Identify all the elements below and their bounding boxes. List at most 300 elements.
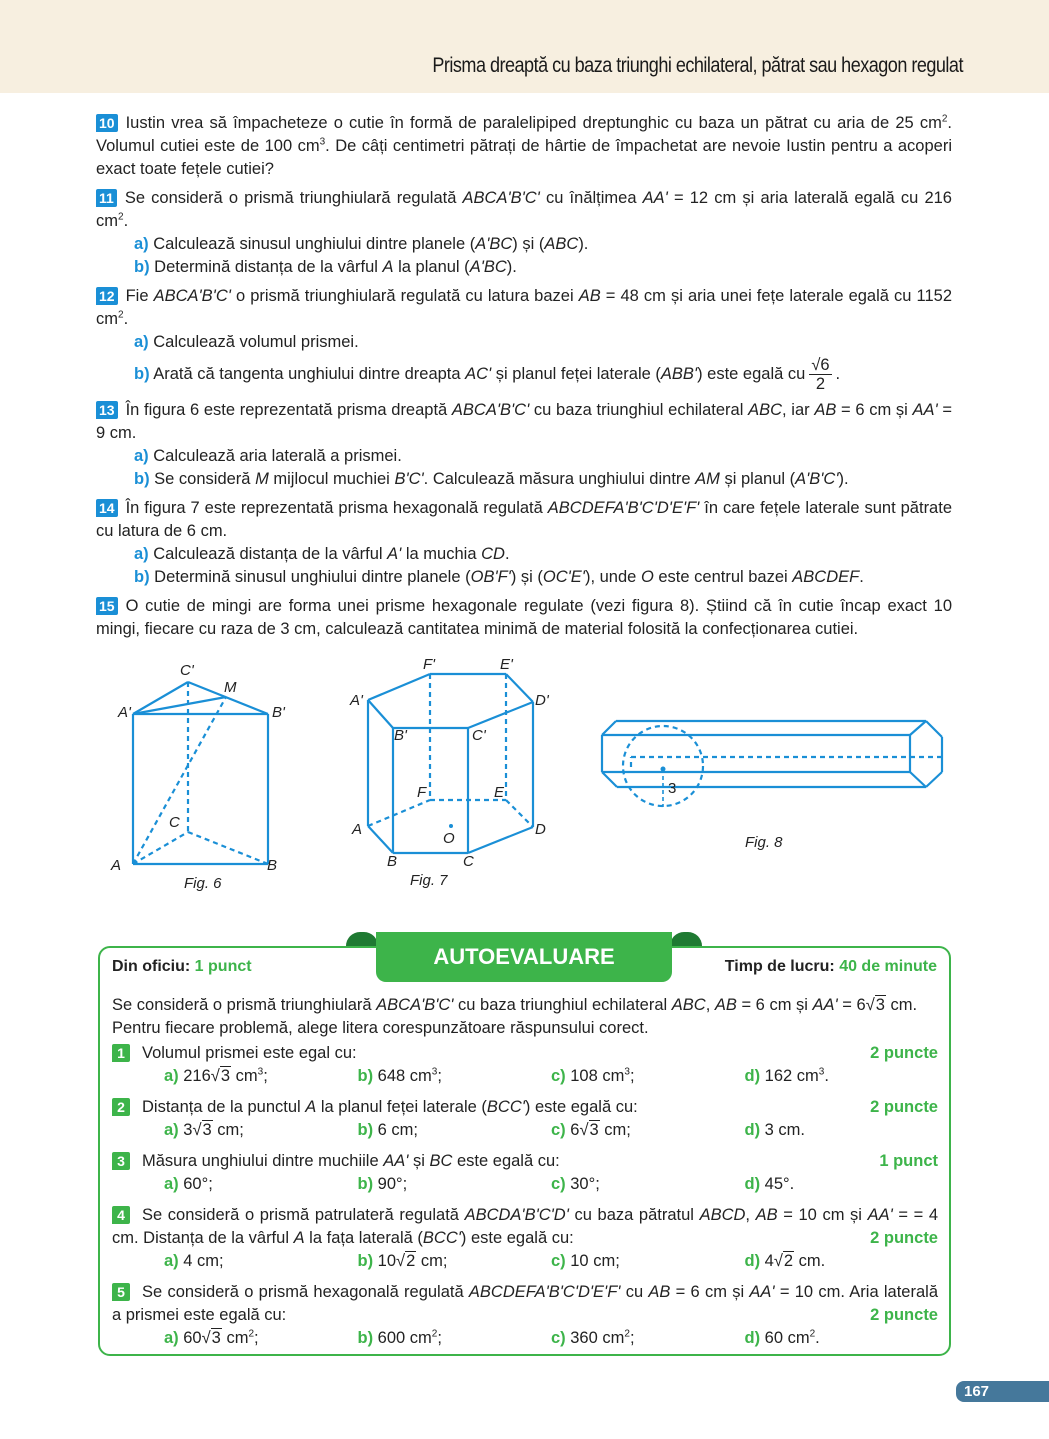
math-term: A	[305, 1098, 317, 1116]
sqrt: √3	[210, 1067, 231, 1085]
exercise-text: Arată că tangenta unghiului dintre dreapta	[149, 364, 466, 383]
exponent: 3	[431, 1066, 438, 1078]
exercise-number: 11	[96, 189, 117, 207]
math-term: BC	[429, 1152, 453, 1170]
question-points: 2 puncte	[870, 1306, 938, 1324]
exercise-text: Determină distanța de la vârful	[149, 258, 383, 276]
exercise-text: În figura 7 este reprezentată prisma hexagonală regulată	[125, 499, 548, 517]
math-term: M	[255, 470, 269, 488]
exercise-text: Calculează sinusul unghiului dintre planele (	[148, 235, 476, 253]
option-text: cm	[231, 1067, 258, 1085]
option-a[interactable]	[164, 1065, 358, 1088]
ribbon-ear-left	[346, 932, 378, 946]
question-points: 2 puncte	[870, 1044, 938, 1062]
point-label: A	[352, 821, 363, 838]
option-letter: c)	[551, 1175, 566, 1193]
figure-8-ball-box	[602, 721, 942, 807]
exercise-text: Calculează aria laterală a prismei.	[148, 447, 402, 465]
exercise-text: în care fețele laterale sunt pătrate cu latura de 6 cm.	[96, 499, 952, 540]
option-letter: b)	[357, 1175, 374, 1193]
subpoint-a	[96, 543, 952, 566]
question-text: Distanța de la punctul	[142, 1098, 306, 1116]
math-term: OC'E'	[542, 568, 585, 586]
math-term: A	[382, 258, 394, 276]
option-letter: a)	[164, 1252, 179, 1270]
exercise-text: În figura 6 este reprezentată prisma dreaptă	[125, 401, 452, 419]
exercise-14	[96, 497, 952, 589]
option-letter: d)	[744, 1329, 761, 1347]
point-label: C	[169, 814, 180, 831]
option-a[interactable]	[164, 1173, 358, 1196]
option-text: cm.	[794, 1252, 826, 1270]
text: ,	[705, 996, 715, 1014]
math-term: ABCDEF	[792, 568, 860, 586]
question-text: Se consideră o prismă patrulateră regulată	[142, 1206, 465, 1224]
math-term: A	[293, 1229, 305, 1247]
exercise-11: 11 Se consideră o prismă triunghiulară regulată ABCA'B'C' cu înălțimea AA' = 12 cm și aria laterală egală cu 216 $cm^2$. a) Calculează sinusul unghiului dintre planele (A'BC) și (ABC). b) Determină distanța de la vârful A la planul (A'BC).	[96, 187, 952, 279]
question-points: 2 puncte	[870, 1229, 938, 1247]
exercise-text: ) este egală cu	[697, 364, 806, 383]
exercise-text: .	[835, 364, 841, 383]
math-term: BCC'	[422, 1229, 461, 1247]
option-b[interactable]	[358, 1250, 552, 1273]
option-text: 4	[760, 1252, 774, 1270]
option-text: .	[824, 1067, 829, 1085]
subpoint-a	[96, 233, 952, 256]
subpoint-label: b)	[134, 568, 150, 586]
option-letter: d)	[744, 1121, 761, 1139]
option-text: 60 cm	[760, 1329, 810, 1347]
option-letter: b)	[357, 1329, 374, 1347]
exercise-number: 10	[96, 114, 118, 132]
question-1	[112, 1042, 938, 1088]
subpoint-label: a)	[134, 235, 149, 253]
figure-8-caption: Fig. 8	[745, 834, 783, 851]
radius-label: 3	[668, 780, 677, 797]
exercise-text: o prismă triunghiulară regulată cu latura bazei	[230, 287, 579, 305]
subpoint-label: b)	[134, 258, 150, 276]
radicand: 3	[202, 1121, 212, 1139]
math-term: ABB'	[660, 364, 698, 383]
option-d[interactable]	[745, 1250, 939, 1273]
option-letter: d)	[744, 1175, 761, 1193]
subpoint-b	[96, 356, 952, 393]
option-letter: b)	[357, 1252, 374, 1270]
exponent: 2	[624, 1328, 630, 1340]
radicand: 2	[406, 1252, 416, 1270]
math-term: ABCA'B'C'	[376, 996, 454, 1014]
math-term: AA'	[812, 996, 838, 1014]
exercise-text: Se consideră	[149, 470, 256, 488]
figure-7-hexagonal-prism	[368, 674, 533, 853]
exponent: 2	[248, 1328, 255, 1340]
chapter-title: Prisma dreaptă cu baza triunghi echilateral, pătrat sau hexagon regulat	[432, 54, 963, 77]
exercise-text: ), unde	[584, 568, 641, 586]
math-term: AA'	[867, 1206, 893, 1224]
math-term: ABC	[671, 996, 706, 1014]
math-term: ABCDEFA'B'C'D'E'F'	[468, 1283, 621, 1301]
option-letter: d)	[744, 1067, 761, 1085]
exercise-text: cu înălțimea	[539, 189, 643, 207]
option-letter: c)	[551, 1329, 566, 1347]
option-text: ;	[629, 1067, 635, 1085]
exponent: 3	[624, 1066, 630, 1078]
exercise-15	[96, 595, 952, 641]
point-label: B'	[272, 704, 285, 721]
exercise-text: ) și (	[510, 568, 543, 586]
question-text: la fața laterală (	[304, 1229, 423, 1247]
question-5	[112, 1281, 938, 1350]
figure-7-caption: Fig. 7	[410, 872, 448, 889]
option-c[interactable]	[551, 1327, 745, 1350]
option-text: ;	[629, 1329, 635, 1347]
option-b[interactable]	[358, 1327, 552, 1350]
point-label: C'	[472, 727, 486, 744]
oficiu-info	[112, 958, 252, 976]
point-label: D'	[535, 692, 549, 709]
math-term: AC'	[465, 364, 492, 383]
option-d[interactable]	[745, 1327, 939, 1350]
option-letter: d)	[744, 1252, 761, 1270]
math-term: AB	[578, 287, 601, 305]
fraction-denominator: 2	[815, 375, 826, 393]
math-term: AA'	[642, 189, 668, 207]
math-term: AA'	[383, 1152, 409, 1170]
option-text: 6	[565, 1121, 580, 1139]
math-term: CD	[481, 545, 505, 563]
text: cu baza triunghiul echilateral	[453, 996, 672, 1014]
math-term: AA'	[912, 401, 938, 419]
math-term: BCC'	[486, 1098, 525, 1116]
exercise-text: .	[859, 568, 864, 586]
option-a[interactable]	[164, 1327, 358, 1350]
exercises-section	[96, 112, 952, 647]
option-text: 108 cm	[565, 1067, 625, 1085]
option-b[interactable]	[358, 1065, 552, 1088]
question-text: Se consideră o prismă hexagonală regulată	[142, 1283, 469, 1301]
subpoint-a	[96, 445, 952, 468]
question-text: este egală cu:	[452, 1152, 560, 1170]
option-text: 4 cm;	[178, 1252, 224, 1270]
option-letter: c)	[551, 1121, 566, 1139]
math-term: ABCA'B'C'	[462, 189, 540, 207]
math-term: ABCDA'B'C'D'	[464, 1206, 569, 1224]
math-term: AB	[648, 1283, 671, 1301]
exponent: 2	[809, 1328, 816, 1340]
exercise-text: Calculează volumul prismei.	[148, 333, 359, 351]
option-text: 648 cm	[373, 1067, 432, 1085]
intro-text	[112, 994, 938, 1017]
question-text: = 10 cm. Aria laterală a prismei este egală cu:	[112, 1283, 938, 1324]
point-label: O	[443, 830, 455, 847]
math-term: AB	[755, 1206, 778, 1224]
point-label: C'	[180, 662, 194, 679]
subpoint-b	[96, 256, 952, 279]
point-label: A'	[118, 704, 131, 721]
option-c[interactable]	[551, 1250, 745, 1273]
figures-area	[96, 650, 956, 900]
option-text: 10	[373, 1252, 397, 1270]
fraction	[809, 356, 831, 393]
option-c[interactable]	[551, 1173, 745, 1196]
exercise-number: 15	[96, 597, 118, 615]
subpoint-label: b)	[134, 364, 150, 383]
exercise-text: . De câți centimetri pătrați de hârtie de împachetat are nevoie Iustin pentru a acoperi exact toate fețele cutiei?	[96, 137, 952, 178]
option-text: ;	[437, 1067, 442, 1085]
text: cm.	[885, 996, 918, 1014]
question-text: și	[408, 1152, 430, 1170]
text: = 6	[837, 996, 866, 1014]
math-term: ABCA'B'C'	[153, 287, 231, 305]
point-label: A'	[350, 692, 363, 709]
option-text: 600 cm	[373, 1329, 432, 1347]
subpoint-label: a)	[134, 545, 149, 563]
exponent: 3	[818, 1066, 825, 1078]
sqrt: √2	[773, 1252, 794, 1270]
exercise-text: . Calculează măsura unghiului dintre	[423, 470, 696, 488]
sqrt: √3	[865, 996, 885, 1014]
page-number: 167	[956, 1381, 1049, 1402]
option-text: 10 cm;	[565, 1252, 620, 1270]
math-term: AM	[695, 470, 720, 488]
math-term: ABC	[748, 401, 782, 419]
exercise-text: .	[504, 545, 510, 563]
exercise-text: = 9 cm.	[96, 401, 952, 442]
exercise-text: , iar	[782, 401, 815, 419]
exercise-12: 12 Fie ABCA'B'C' o prismă triunghiulară regulată cu latura bazei AB = 48 cm și aria unei fețe laterale egală cu 1152 $cm^2$. a) Calculează volumul prismei. b) Arată că tangenta unghiului dintre dreapta AC' și planul feței laterale (ABB') este egală cu $\frac{√6}{2}$ .	[96, 287, 952, 393]
answer-options	[112, 1173, 938, 1196]
question-text: cu baza pătratul	[568, 1206, 700, 1224]
option-text: 6 cm;	[373, 1121, 419, 1139]
answer-options	[112, 1250, 938, 1273]
math-term: B'C'	[394, 470, 424, 488]
instructions: Pentru fiecare problemă, alege litera corespunzătoare răspunsului corect.	[112, 1019, 649, 1037]
math-term: ABCDEFA'B'C'D'E'F'	[547, 499, 700, 517]
exercise-text: = 48 cm și aria unei fețe laterale egală cu 1152 cm	[96, 287, 952, 328]
option-letter: c)	[551, 1252, 566, 1270]
exercise-text: ).	[838, 470, 849, 488]
exercise-text: la planul (	[393, 258, 470, 276]
time-info	[725, 958, 937, 976]
text: = 6 cm și	[736, 996, 813, 1014]
oficiu-label: Din oficiu:	[112, 958, 191, 975]
option-text: 3	[178, 1121, 193, 1139]
question-text: = 10 cm și	[777, 1206, 868, 1224]
option-text: ;	[254, 1329, 259, 1347]
answer-options	[112, 1119, 938, 1142]
point-label: B	[387, 853, 398, 870]
option-b[interactable]	[358, 1173, 552, 1196]
question-number: 1	[112, 1044, 130, 1062]
exercise-text: ) și (	[512, 235, 545, 253]
option-text: ;	[437, 1329, 442, 1347]
question-4	[112, 1204, 938, 1273]
page-header	[0, 0, 1049, 93]
option-letter: a)	[164, 1067, 179, 1085]
exercise-text: . Volumul cutiei este de 100 cm	[96, 114, 952, 155]
math-term: AB	[714, 996, 737, 1014]
subpoint-label: a)	[134, 447, 149, 465]
point-label: F	[417, 784, 427, 801]
option-c[interactable]	[551, 1119, 745, 1142]
exercise-text: Se consideră o prismă triunghiulară regulată	[124, 189, 463, 207]
exercise-text: ).	[506, 258, 517, 276]
option-c[interactable]	[551, 1065, 745, 1088]
point-label: E	[494, 784, 505, 801]
option-text: cm;	[212, 1121, 244, 1139]
option-letter: b)	[357, 1067, 374, 1085]
question-text: ) este egală cu:	[460, 1229, 574, 1247]
point-label: B'	[394, 727, 407, 744]
question-text: cu	[620, 1283, 649, 1301]
option-letter: b)	[357, 1121, 374, 1139]
figure-6-prism	[133, 682, 268, 864]
question-number: 5	[112, 1283, 130, 1301]
math-term: AB	[814, 401, 837, 419]
exercise-number: 12	[96, 287, 118, 305]
option-d[interactable]	[745, 1065, 939, 1088]
option-text: 360 cm	[565, 1329, 625, 1347]
exercise-number: 14	[96, 499, 118, 517]
radicand: 3	[211, 1329, 221, 1347]
exercise-text: = 6 cm și	[836, 401, 913, 419]
question-2	[112, 1096, 938, 1142]
radicand: 3	[220, 1067, 231, 1085]
option-letter: c)	[551, 1067, 566, 1085]
exercise-text: la muchia	[401, 545, 482, 563]
math-term: OB'F'	[470, 568, 511, 586]
math-term: A'	[387, 545, 402, 563]
exercise-text: și planul (	[719, 470, 796, 488]
exercise-text: .	[123, 310, 129, 328]
option-letter: a)	[164, 1175, 179, 1193]
point-label: D	[535, 821, 546, 838]
answer-options	[112, 1327, 938, 1350]
answer-options	[112, 1065, 938, 1088]
question-points: 1 punct	[879, 1152, 938, 1170]
option-d[interactable]	[745, 1173, 939, 1196]
exercise-number: 13	[96, 401, 118, 419]
exercise-text: O cutie de mingi are forma unei prisme hexagonale regulate (vezi figura 8). Știind că în cutie încap exact 10 mingi, fiecare cu raza de 3 cm, calculează cantitatea minimă de material folosită la confecționarea cutiei.	[96, 597, 952, 638]
exercise-text: Calculează distanța de la vârful	[148, 545, 388, 563]
question-text: ) este egală cu:	[524, 1098, 638, 1116]
time-value: 40 de minute	[839, 958, 937, 975]
math-term: ABC	[544, 235, 579, 253]
fraction-numerator: √6	[811, 356, 830, 374]
time-label: Timp de lucru:	[724, 958, 835, 975]
option-text: cm;	[599, 1121, 631, 1139]
exercise-text: Determină sinusul unghiului dintre planele (	[149, 568, 471, 586]
exponent: 3	[257, 1066, 264, 1078]
option-a[interactable]	[164, 1119, 358, 1142]
option-text: 30°;	[565, 1175, 600, 1193]
question-text: Măsura unghiului dintre muchiile	[142, 1152, 384, 1170]
exercise-text: = 12 cm și aria laterală egală cu 216 cm	[96, 189, 952, 230]
text: Se consideră o prismă triunghiulară	[112, 996, 377, 1014]
question-number: 3	[112, 1152, 130, 1170]
point-label: F'	[423, 656, 436, 673]
option-letter: a)	[164, 1329, 179, 1347]
option-text: ;	[263, 1067, 268, 1085]
radicand: 3	[589, 1121, 599, 1139]
exercise-text: Fie	[125, 287, 154, 305]
option-d[interactable]	[745, 1119, 939, 1142]
figure-6-caption: Fig. 6	[184, 875, 222, 892]
option-letter: a)	[164, 1121, 179, 1139]
exponent: 2	[431, 1328, 438, 1340]
question-text: = = 4 cm. Distanța de la vârful	[112, 1206, 939, 1247]
point-label: C	[463, 853, 474, 870]
point-label: B	[267, 857, 278, 874]
option-text: 45°.	[760, 1175, 795, 1193]
option-text: 3 cm.	[760, 1121, 806, 1139]
sqrt: √3	[201, 1329, 221, 1347]
math-term: AA'	[749, 1283, 775, 1301]
point-label: A	[111, 857, 122, 874]
option-a[interactable]	[164, 1250, 358, 1273]
subpoint-a	[96, 331, 952, 354]
question-text: Volumul prismei este egal cu:	[142, 1044, 357, 1062]
option-text: cm;	[416, 1252, 448, 1270]
subpoint-b	[96, 468, 952, 491]
exercise-text: Iustin vrea să împacheteze o cutie în formă de paralelipiped dreptunghic cu baza un pătrat cu aria de 25 cm	[125, 114, 942, 132]
sqrt: √3	[192, 1121, 212, 1139]
radicand: 2	[783, 1252, 794, 1270]
exercise-text: .	[123, 212, 129, 230]
math-term: A'B'C'	[795, 470, 839, 488]
sqrt: √2	[396, 1252, 416, 1270]
exercise-text: mijlocul muchiei	[268, 470, 395, 488]
subpoint-label: b)	[134, 470, 150, 488]
autoevaluare-title: AUTOEVALUARE	[376, 932, 672, 982]
option-text: 90°;	[373, 1175, 408, 1193]
subpoint-label: a)	[134, 333, 149, 351]
exercise-text: cu baza triunghiul echilateral	[529, 401, 749, 419]
sqrt: √3	[579, 1121, 599, 1139]
oficiu-value: 1 punct	[194, 958, 252, 975]
option-text: 216	[178, 1067, 211, 1085]
option-text: 60°;	[178, 1175, 213, 1193]
exercise-10: 10 Iustin vrea să împacheteze o cutie în formă de paralelipiped dreptunghic cu baza un pătrat cu aria de 25 $cm^2$. Volumul cutiei este de 100 $cm^3$. De câți centimetri pătrați de hârtie de împachetat are nevoie Iustin pentru a acoperi exact toate fețele cutiei?	[96, 113, 952, 178]
math-term: ABCA'B'C'	[451, 401, 530, 419]
subpoint-b	[96, 566, 952, 589]
exercise-text: și planul feței laterale (	[491, 364, 661, 383]
option-b[interactable]	[358, 1119, 552, 1142]
exercise-text: ).	[578, 235, 589, 253]
question-text: ,	[745, 1206, 756, 1224]
option-text: 162 cm	[760, 1067, 819, 1085]
math-term: ABCD	[699, 1206, 746, 1224]
option-text: .	[815, 1329, 820, 1347]
point-label: M	[224, 679, 237, 696]
point-label: E'	[500, 656, 513, 673]
option-text: cm	[221, 1329, 249, 1347]
radicand: 3	[875, 996, 885, 1014]
question-text: = 6 cm și	[670, 1283, 750, 1301]
math-term: A'BC	[475, 235, 513, 253]
exercise-text: este centrul bazei	[653, 568, 793, 586]
ribbon-ear-right	[670, 932, 702, 946]
question-points: 2 puncte	[870, 1098, 938, 1116]
question-text: la planul feței laterale (	[316, 1098, 487, 1116]
question-number: 2	[112, 1098, 130, 1116]
math-term: O	[640, 568, 654, 586]
option-text: 60	[178, 1329, 202, 1347]
question-number: 4	[112, 1206, 130, 1224]
math-term: A'BC	[469, 258, 507, 276]
question-3	[112, 1150, 938, 1196]
autoevaluare-content	[112, 994, 938, 1350]
